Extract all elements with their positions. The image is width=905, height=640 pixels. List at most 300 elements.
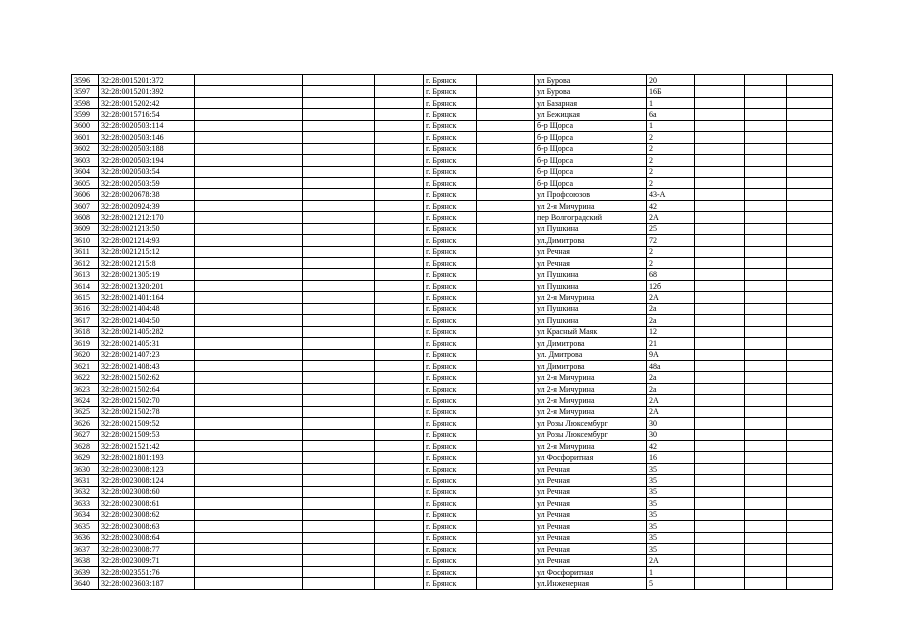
empty-cell — [787, 441, 833, 452]
table-row — [72, 246, 833, 257]
empty-cell — [303, 86, 375, 97]
empty-cell — [695, 418, 745, 429]
city-cell: г. Брянск — [424, 177, 477, 188]
empty-cell — [745, 120, 787, 131]
empty-cell — [745, 235, 787, 246]
empty-cell — [195, 441, 303, 452]
row-number-cell: 3599 — [72, 109, 99, 120]
table-row — [72, 566, 833, 577]
row-number-cell: 3600 — [72, 120, 99, 131]
city-cell: г. Брянск — [424, 532, 477, 543]
empty-cell — [477, 75, 535, 86]
street-cell: б-р Щорса — [535, 143, 647, 154]
empty-cell — [375, 383, 424, 394]
empty-cell — [195, 406, 303, 417]
table-row — [72, 177, 833, 188]
empty-cell — [477, 475, 535, 486]
empty-cell — [787, 498, 833, 509]
empty-cell — [375, 452, 424, 463]
empty-cell — [477, 235, 535, 246]
empty-cell — [477, 486, 535, 497]
empty-cell — [195, 486, 303, 497]
row-number-cell: 3627 — [72, 429, 99, 440]
empty-cell — [787, 406, 833, 417]
empty-cell — [303, 498, 375, 509]
empty-cell — [195, 120, 303, 131]
city-cell: г. Брянск — [424, 315, 477, 326]
cadastral-number-cell: 32:28:0021502:78 — [99, 406, 195, 417]
city-cell: г. Брянск — [424, 155, 477, 166]
row-number-cell: 3624 — [72, 395, 99, 406]
empty-cell — [477, 132, 535, 143]
cadastral-number-cell: 32:28:0021404:48 — [99, 303, 195, 314]
empty-cell — [195, 338, 303, 349]
empty-cell — [303, 109, 375, 120]
empty-cell — [787, 566, 833, 577]
street-cell: ул Речная — [535, 246, 647, 257]
table-row — [72, 452, 833, 463]
empty-cell — [375, 155, 424, 166]
street-cell: б-р Щорса — [535, 120, 647, 131]
cadastral-number-cell: 32:28:0021214:93 — [99, 235, 195, 246]
city-cell: г. Брянск — [424, 86, 477, 97]
empty-cell — [477, 189, 535, 200]
house-number-cell: 72 — [647, 235, 695, 246]
empty-cell — [303, 155, 375, 166]
empty-cell — [375, 120, 424, 131]
empty-cell — [375, 132, 424, 143]
empty-cell — [745, 143, 787, 154]
empty-cell — [695, 246, 745, 257]
empty-cell — [695, 532, 745, 543]
city-cell: г. Брянск — [424, 166, 477, 177]
city-cell: г. Брянск — [424, 509, 477, 520]
empty-cell — [375, 406, 424, 417]
empty-cell — [303, 326, 375, 337]
empty-cell — [695, 258, 745, 269]
empty-cell — [375, 86, 424, 97]
cadastral-number-cell: 32:28:0021502:62 — [99, 372, 195, 383]
empty-cell — [745, 132, 787, 143]
empty-cell — [787, 292, 833, 303]
empty-cell — [303, 132, 375, 143]
empty-cell — [195, 566, 303, 577]
empty-cell — [195, 418, 303, 429]
empty-cell — [195, 200, 303, 211]
empty-cell — [375, 509, 424, 520]
empty-cell — [477, 498, 535, 509]
empty-cell — [787, 189, 833, 200]
empty-cell — [303, 463, 375, 474]
table-row — [72, 292, 833, 303]
city-cell: г. Брянск — [424, 235, 477, 246]
row-number-cell: 3604 — [72, 166, 99, 177]
cadastral-number-cell: 32:28:0021408:43 — [99, 360, 195, 371]
empty-cell — [375, 326, 424, 337]
empty-cell — [375, 143, 424, 154]
table-row — [72, 269, 833, 280]
cadastral-number-cell: 32:28:0023008:61 — [99, 498, 195, 509]
street-cell: ул Речная — [535, 532, 647, 543]
empty-cell — [477, 155, 535, 166]
empty-cell — [477, 120, 535, 131]
city-cell: г. Брянск — [424, 555, 477, 566]
empty-cell — [195, 303, 303, 314]
empty-cell — [695, 360, 745, 371]
table-row — [72, 463, 833, 474]
cadastral-number-cell: 32:28:0021305:19 — [99, 269, 195, 280]
house-number-cell: 21 — [647, 338, 695, 349]
house-number-cell: 2а — [647, 303, 695, 314]
empty-cell — [303, 360, 375, 371]
table-row — [72, 509, 833, 520]
empty-cell — [787, 109, 833, 120]
row-number-cell: 3610 — [72, 235, 99, 246]
row-number-cell: 3598 — [72, 97, 99, 108]
empty-cell — [477, 360, 535, 371]
city-cell: г. Брянск — [424, 258, 477, 269]
empty-cell — [745, 349, 787, 360]
row-number-cell: 3629 — [72, 452, 99, 463]
empty-cell — [375, 418, 424, 429]
empty-cell — [195, 109, 303, 120]
empty-cell — [787, 303, 833, 314]
empty-cell — [745, 75, 787, 86]
empty-cell — [695, 463, 745, 474]
table-row — [72, 303, 833, 314]
empty-cell — [477, 406, 535, 417]
empty-cell — [303, 395, 375, 406]
empty-cell — [695, 543, 745, 554]
street-cell: ул Речная — [535, 258, 647, 269]
city-cell: г. Брянск — [424, 486, 477, 497]
empty-cell — [695, 292, 745, 303]
row-number-cell: 3633 — [72, 498, 99, 509]
empty-cell — [303, 177, 375, 188]
city-cell: г. Брянск — [424, 566, 477, 577]
city-cell: г. Брянск — [424, 269, 477, 280]
empty-cell — [303, 292, 375, 303]
city-cell: г. Брянск — [424, 406, 477, 417]
empty-cell — [695, 303, 745, 314]
empty-cell — [695, 498, 745, 509]
row-number-cell: 3626 — [72, 418, 99, 429]
empty-cell — [477, 338, 535, 349]
house-number-cell: 25 — [647, 223, 695, 234]
street-cell: ул Речная — [535, 463, 647, 474]
empty-cell — [695, 383, 745, 394]
empty-cell — [303, 97, 375, 108]
cadastral-number-cell: 32:28:0021215:12 — [99, 246, 195, 257]
empty-cell — [195, 189, 303, 200]
empty-cell — [195, 292, 303, 303]
empty-cell — [787, 132, 833, 143]
table-row — [72, 521, 833, 532]
empty-cell — [375, 463, 424, 474]
empty-cell — [477, 200, 535, 211]
empty-cell — [695, 578, 745, 589]
empty-cell — [477, 166, 535, 177]
empty-cell — [303, 212, 375, 223]
empty-cell — [695, 372, 745, 383]
street-cell: ул.Димитрова — [535, 235, 647, 246]
cadastral-number-cell: 32:28:0021320:201 — [99, 280, 195, 291]
empty-cell — [375, 543, 424, 554]
street-cell: ул Речная — [535, 555, 647, 566]
empty-cell — [375, 498, 424, 509]
row-number-cell: 3632 — [72, 486, 99, 497]
empty-cell — [787, 360, 833, 371]
house-number-cell: 2а — [647, 315, 695, 326]
table-row — [72, 418, 833, 429]
table-row — [72, 155, 833, 166]
empty-cell — [195, 498, 303, 509]
empty-cell — [375, 578, 424, 589]
empty-cell — [303, 372, 375, 383]
empty-cell — [695, 223, 745, 234]
row-number-cell: 3603 — [72, 155, 99, 166]
cadastral-number-cell: 32:28:0021509:53 — [99, 429, 195, 440]
empty-cell — [787, 452, 833, 463]
table-row — [72, 486, 833, 497]
table-row — [72, 498, 833, 509]
empty-cell — [745, 383, 787, 394]
empty-cell — [745, 566, 787, 577]
table-row — [72, 372, 833, 383]
empty-cell — [787, 166, 833, 177]
empty-cell — [787, 200, 833, 211]
table-row — [72, 235, 833, 246]
empty-cell — [695, 189, 745, 200]
house-number-cell: 2А — [647, 395, 695, 406]
empty-cell — [195, 75, 303, 86]
cadastral-number-cell: 32:28:0020924:39 — [99, 200, 195, 211]
empty-cell — [195, 166, 303, 177]
empty-cell — [303, 349, 375, 360]
empty-cell — [303, 75, 375, 86]
street-cell: пер Волгоградский — [535, 212, 647, 223]
empty-cell — [477, 566, 535, 577]
empty-cell — [745, 360, 787, 371]
city-cell: г. Брянск — [424, 280, 477, 291]
house-number-cell: 2 — [647, 143, 695, 154]
street-cell: ул Речная — [535, 498, 647, 509]
row-number-cell: 3607 — [72, 200, 99, 211]
city-cell: г. Брянск — [424, 475, 477, 486]
empty-cell — [745, 212, 787, 223]
table-row — [72, 326, 833, 337]
empty-cell — [787, 246, 833, 257]
empty-cell — [477, 509, 535, 520]
table-row — [72, 166, 833, 177]
house-number-cell: 35 — [647, 486, 695, 497]
street-cell: ул Димитрова — [535, 338, 647, 349]
empty-cell — [195, 429, 303, 440]
house-number-cell: 48а — [647, 360, 695, 371]
cadastral-number-cell: 32:28:0021801:193 — [99, 452, 195, 463]
empty-cell — [195, 509, 303, 520]
empty-cell — [745, 200, 787, 211]
table-row — [72, 475, 833, 486]
empty-cell — [477, 246, 535, 257]
empty-cell — [745, 532, 787, 543]
empty-cell — [195, 349, 303, 360]
row-number-cell: 3617 — [72, 315, 99, 326]
empty-cell — [477, 280, 535, 291]
empty-cell — [695, 269, 745, 280]
cadastral-number-cell: 32:28:0021502:70 — [99, 395, 195, 406]
row-number-cell: 3621 — [72, 360, 99, 371]
street-cell: ул 2-я Мичурина — [535, 372, 647, 383]
row-number-cell: 3612 — [72, 258, 99, 269]
house-number-cell: 12б — [647, 280, 695, 291]
house-number-cell: 43-А — [647, 189, 695, 200]
city-cell: г. Брянск — [424, 97, 477, 108]
empty-cell — [375, 200, 424, 211]
cadastral-number-cell: 32:28:0023008:62 — [99, 509, 195, 520]
empty-cell — [477, 258, 535, 269]
empty-cell — [745, 509, 787, 520]
row-number-cell: 3618 — [72, 326, 99, 337]
empty-cell — [745, 338, 787, 349]
table-row — [72, 189, 833, 200]
empty-cell — [787, 155, 833, 166]
empty-cell — [375, 486, 424, 497]
house-number-cell: 2 — [647, 166, 695, 177]
row-number-cell: 3631 — [72, 475, 99, 486]
cadastral-number-cell: 32:28:0015201:372 — [99, 75, 195, 86]
empty-cell — [695, 315, 745, 326]
table-row — [72, 429, 833, 440]
empty-cell — [303, 303, 375, 314]
street-cell: ул Бурова — [535, 75, 647, 86]
empty-cell — [195, 143, 303, 154]
empty-cell — [695, 109, 745, 120]
city-cell: г. Брянск — [424, 303, 477, 314]
empty-cell — [745, 155, 787, 166]
cadastral-number-cell: 32:28:0020503:188 — [99, 143, 195, 154]
empty-cell — [695, 86, 745, 97]
row-number-cell: 3619 — [72, 338, 99, 349]
house-number-cell: 5 — [647, 578, 695, 589]
empty-cell — [787, 475, 833, 486]
empty-cell — [303, 509, 375, 520]
house-number-cell: 35 — [647, 543, 695, 554]
empty-cell — [375, 166, 424, 177]
city-cell: г. Брянск — [424, 429, 477, 440]
empty-cell — [477, 315, 535, 326]
empty-cell — [375, 223, 424, 234]
empty-cell — [303, 406, 375, 417]
empty-cell — [303, 280, 375, 291]
empty-cell — [745, 418, 787, 429]
street-cell: ул Пушкина — [535, 223, 647, 234]
street-cell: ул Речная — [535, 521, 647, 532]
house-number-cell: 9А — [647, 349, 695, 360]
empty-cell — [303, 269, 375, 280]
empty-cell — [195, 280, 303, 291]
empty-cell — [787, 509, 833, 520]
empty-cell — [695, 177, 745, 188]
empty-cell — [375, 109, 424, 120]
empty-cell — [375, 97, 424, 108]
empty-cell — [195, 223, 303, 234]
empty-cell — [477, 555, 535, 566]
row-number-cell: 3620 — [72, 349, 99, 360]
empty-cell — [745, 86, 787, 97]
empty-cell — [745, 189, 787, 200]
cadastral-number-cell: 32:28:0020503:146 — [99, 132, 195, 143]
row-number-cell: 3615 — [72, 292, 99, 303]
city-cell: г. Брянск — [424, 120, 477, 131]
house-number-cell: 2 — [647, 258, 695, 269]
row-number-cell: 3637 — [72, 543, 99, 554]
empty-cell — [787, 86, 833, 97]
street-cell: ул.Инженерная — [535, 578, 647, 589]
empty-cell — [477, 303, 535, 314]
cadastral-number-cell: 32:28:0021213:50 — [99, 223, 195, 234]
row-number-cell: 3597 — [72, 86, 99, 97]
empty-cell — [745, 498, 787, 509]
empty-cell — [745, 303, 787, 314]
empty-cell — [375, 246, 424, 257]
empty-cell — [787, 372, 833, 383]
house-number-cell: 2А — [647, 555, 695, 566]
street-cell: ул 2-я Мичурина — [535, 383, 647, 394]
empty-cell — [745, 177, 787, 188]
empty-cell — [787, 543, 833, 554]
house-number-cell: 2А — [647, 292, 695, 303]
empty-cell — [745, 246, 787, 257]
empty-cell — [195, 543, 303, 554]
city-cell: г. Брянск — [424, 212, 477, 223]
empty-cell — [695, 132, 745, 143]
table-row — [72, 109, 833, 120]
city-cell: г. Брянск — [424, 143, 477, 154]
empty-cell — [745, 395, 787, 406]
table-row — [72, 315, 833, 326]
street-cell: ул Профсоюзов — [535, 189, 647, 200]
row-number-cell: 3613 — [72, 269, 99, 280]
cadastral-number-cell: 32:28:0021521:42 — [99, 441, 195, 452]
empty-cell — [787, 212, 833, 223]
empty-cell — [375, 315, 424, 326]
empty-cell — [695, 143, 745, 154]
city-cell: г. Брянск — [424, 132, 477, 143]
street-cell: ул 2-я Мичурина — [535, 200, 647, 211]
city-cell: г. Брянск — [424, 326, 477, 337]
empty-cell — [745, 292, 787, 303]
city-cell: г. Брянск — [424, 292, 477, 303]
empty-cell — [787, 177, 833, 188]
empty-cell — [375, 521, 424, 532]
row-number-cell: 3611 — [72, 246, 99, 257]
empty-cell — [477, 578, 535, 589]
empty-cell — [787, 280, 833, 291]
empty-cell — [695, 326, 745, 337]
empty-cell — [477, 383, 535, 394]
empty-cell — [303, 200, 375, 211]
cadastral-number-cell: 32:28:0023009:71 — [99, 555, 195, 566]
empty-cell — [303, 441, 375, 452]
empty-cell — [375, 441, 424, 452]
empty-cell — [745, 452, 787, 463]
empty-cell — [477, 395, 535, 406]
empty-cell — [303, 223, 375, 234]
empty-cell — [303, 418, 375, 429]
empty-cell — [195, 555, 303, 566]
street-cell: б-р Щорса — [535, 132, 647, 143]
